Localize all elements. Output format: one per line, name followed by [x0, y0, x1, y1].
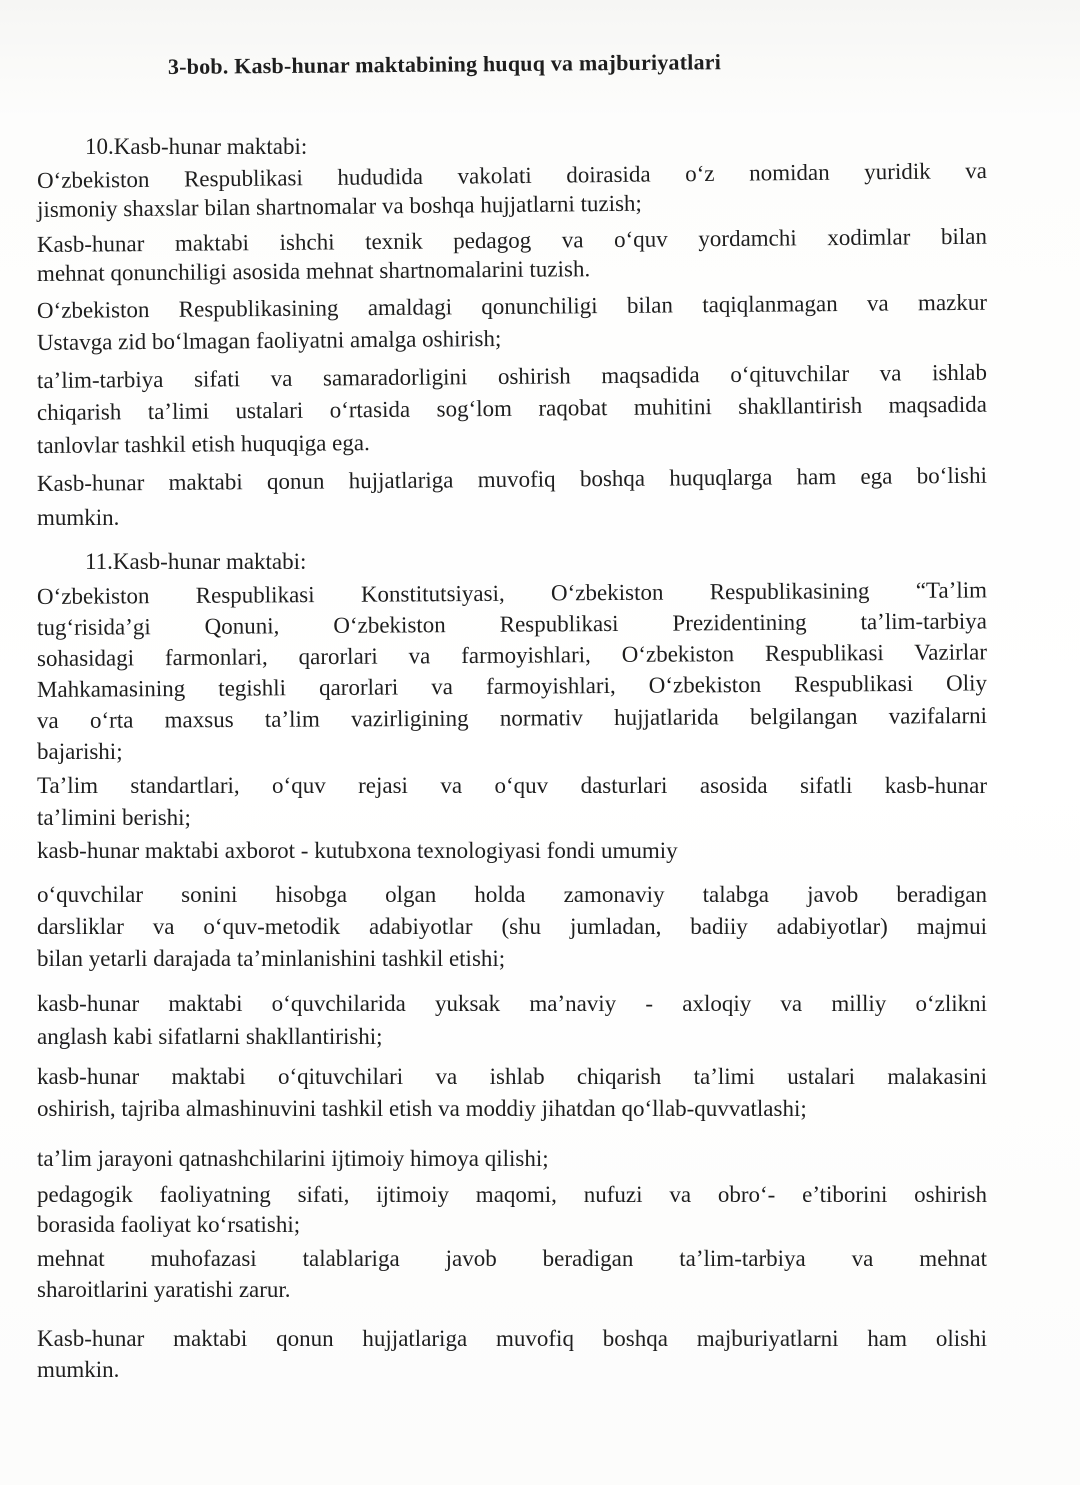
paragraph-line: mumkin.: [37, 1357, 120, 1382]
paragraph-line: kasb-hunar maktabi o‘quvchilarida yuksak ma’naviy - axloqiy va milliy o‘zlikni: [37, 991, 987, 1016]
paragraph-line: darsliklar va o‘quv-metodik adabiyotlar (shu jumladan, badiiy adabiyotlar) majmui: [37, 914, 987, 939]
paragraph-line: O‘zbekiston Respublikasi hududida vakolati doirasida o‘z nomidan yuridik va: [36, 158, 988, 193]
paragraph-line: bilan yetarli darajada ta’minlanishini tashkil etishi;: [37, 946, 506, 971]
paragraph-line: Kasb-hunar maktabi ishchi texnik pedagog va o‘quv yordamchi xodimlar bilan: [36, 223, 988, 257]
paragraph-line: kasb-hunar maktabi o‘qituvchilari va ishlab chiqarish ta’limi ustalari malakasini: [37, 1064, 987, 1089]
section-heading-10: 10.Kasb-hunar maktabi:: [85, 134, 308, 159]
paragraph-line: jismoniy shaxslar bilan shartnomalar va boshqa hujjatlarni tuzish;: [36, 190, 643, 222]
paragraph-line: mehnat qonunchiligi asosida mehnat shartnomalarini tuzish.: [36, 256, 591, 286]
paragraph-line: oshirish, tajriba almashinuvini tashkil etish va moddiy jihatdan qo‘llab-quvvatlashi;: [37, 1096, 807, 1121]
paragraph-line: O‘zbekiston Respublikasining amaldagi qonunchiligi bilan taqiqlanmagan va mazkur: [36, 289, 988, 323]
paragraph-line: tug‘risida’gi Qonuni, O‘zbekiston Respublikasi Prezidentining ta’lim-tarbiya: [36, 608, 988, 640]
paragraph-line: ta’limini berishi;: [37, 805, 191, 830]
section-heading-11: 11.Kasb-hunar maktabi:: [85, 549, 307, 574]
paragraph-line: mehnat muhofazasi talablariga javob beradigan ta’lim-tarbiya va mehnat: [37, 1246, 987, 1271]
paragraph-line: Mahkamasining tegishli qarorlari va farmoyishlari, O‘zbekiston Respublikasi Oliy: [36, 670, 988, 702]
paragraph-line: tanlovlar tashkil etish huquqiga ega.: [36, 430, 370, 458]
paragraph-line: Kasb-hunar maktabi qonun hujjatlariga muvofiq boshqa huquqlarga ham ega bo‘lishi: [36, 462, 988, 496]
paragraph-line: Kasb-hunar maktabi qonun hujjatlariga muvofiq boshqa majburiyatlarni ham olishi: [37, 1326, 987, 1351]
paragraph-line: Ustavga zid bo‘lmagan faoliyatni amalga oshirish;: [36, 325, 502, 355]
paragraph-line: ta’lim jarayoni qatnashchilarini ijtimoiy himoya qilishi;: [37, 1146, 549, 1171]
paragraph-line: va o‘rta maxsus ta’lim vazirligining normativ hujjatlarida belgilangan vazifalarni: [36, 703, 988, 733]
paragraph-line: ta’lim-tarbiya sifati va samaradorligini oshirish maqsadida o‘qituvchilar va ishlab: [36, 359, 988, 393]
paragraph-line: bajarishi;: [37, 739, 123, 764]
paragraph-line: sohasidagi farmonlari, qarorlari va farmoyishlari, O‘zbekiston Respublikasi Vazirlar: [36, 639, 988, 671]
paragraph-line: O‘zbekiston Respublikasi Konstitutsiyasi, O‘zbekiston Respublikasining “Ta’lim: [36, 577, 988, 609]
paragraph-line: chiqarish ta’limi ustalari o‘rtasida sog‘lom raqobat muhitini shakllantirish maqsadida: [36, 391, 988, 425]
paragraph-line: mumkin.: [37, 505, 120, 530]
paragraph-line: kasb-hunar maktabi axborot - kutubxona texnologiyasi fondi umumiy: [37, 838, 678, 863]
chapter-title: 3-bob. Kasb-hunar maktabining huquq va majburiyatlari: [167, 49, 722, 79]
paragraph-line: borasida faoliyat ko‘rsatishi;: [37, 1212, 301, 1237]
paragraph-line: sharoitlarini yaratishi zarur.: [37, 1277, 291, 1302]
paragraph-line: o‘quvchilar sonini hisobga olgan holda zamonaviy talabga javob beradigan: [37, 882, 987, 907]
paragraph-line: Ta’lim standartlari, o‘quv rejasi va o‘quv dasturlari asosida sifatli kasb-hunar: [37, 773, 987, 798]
paragraph-line: pedagogik faoliyatning sifati, ijtimoiy maqomi, nufuzi va obro‘- e’tiborini oshirish: [37, 1182, 987, 1207]
paragraph-line: anglash kabi sifatlarni shakllantirishi;: [37, 1024, 383, 1049]
